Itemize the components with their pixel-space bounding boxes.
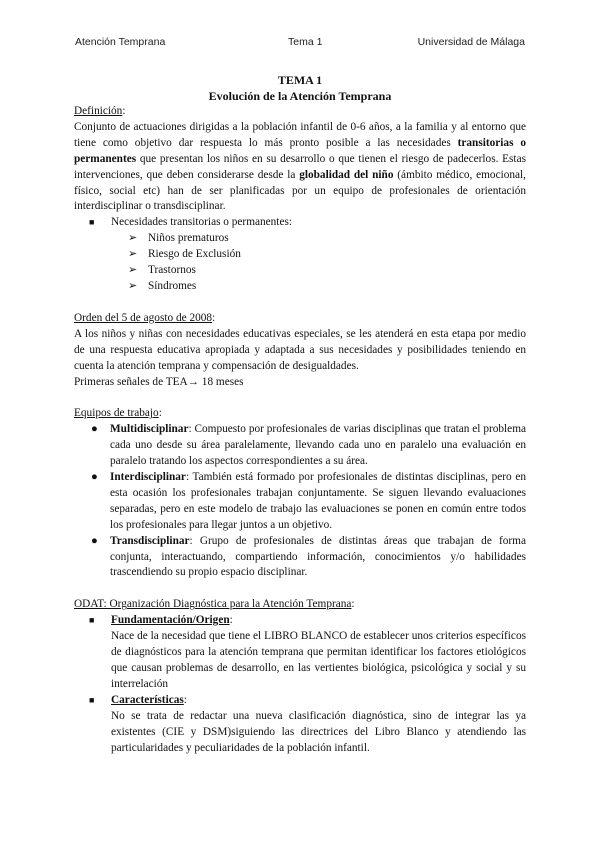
list-item: ➢ Trastornos xyxy=(74,263,526,279)
arrowhead-bullet-icon: ➢ xyxy=(128,248,138,261)
list-item: ● Multidisciplinar: Compuesto por profesionales de varias disciplinas que tratan el problema cada uno desde su área paralelamente, llevando cada uno en paralelo una evaluación en paralelo tratando los aspectos correspondientes a su área. xyxy=(91,423,526,468)
list-item: ● Interdisciplinar: También está formado por profesionales de distintas disciplinas, pero en esta ocasión los profesionales trabajan conjuntamente. Se siguen llevando evaluaciones separadas, pero en este modelo de trabajo las evaluaciones se ponen en común entre todos los profesionales para llegar juntos a un objetivo. xyxy=(91,471,526,531)
square-bullet-icon: ■ xyxy=(89,217,95,228)
odat-list xyxy=(74,613,526,756)
equipos-heading: Equipos de trabajo: xyxy=(74,407,162,420)
arrowhead-bullet-icon: ➢ xyxy=(128,264,138,277)
necesidades-list xyxy=(74,215,526,295)
header-center: Tema 1 xyxy=(288,36,323,48)
orden-heading: Orden del 5 de agosto de 2008: xyxy=(74,311,216,324)
equipos-list xyxy=(74,422,526,581)
document-body xyxy=(74,72,526,756)
list-item: ■ Características: No se trata de redactar una nueva clasificación diagnóstica, sino de integrar las ya existentes (CIE y DSM)siguiendo las directrices del Libro Blanco y atendiendo las particularidades y peculiaridades de la población infantil. xyxy=(74,693,526,757)
list-item: ■ Fundamentación/Origen: Nace de la necesidad que tiene el LIBRO BLANCO de establecer unos criterios específicos de diagnósticos para la atención temprana que permitan identificar los factores etiológicos que causan problemas de desarrollo, en las vertientes biológica, psicológica y social y su interrelación xyxy=(74,613,526,693)
bullet-dot-icon: ● xyxy=(91,423,98,436)
arrowhead-bullet-icon: ➢ xyxy=(128,232,138,245)
header-right: Universidad de Málaga xyxy=(417,36,525,48)
list-item: ● Transdisciplinar: Grupo de profesionales de distintas áreas que trabajan de forma conjunta, interactuando, compartiendo información, conocimientos y/o habilidades trascendiendo su propio espacio disciplinar. xyxy=(91,534,526,579)
tea-note: Primeras señales de TEA→ 18 meses xyxy=(74,375,244,388)
odat-item-text: No se trata de redactar una nueva clasificación diagnóstica, sino de integrar las ya existentes (CIE y DSM)siguiendo las directrices del Libro Blanco y atendiendo las particularidades y peculiaridades de la población infantil. xyxy=(111,709,526,754)
list-item: ■ Necesidades transitorias o permanentes: xyxy=(74,215,526,231)
orden-paragraph: A los niños y niñas con necesidades educativas especiales, se les atenderá en esta etapa por medio de una respuesta educativa apropiada y adaptada a sus necesidades y posibilidades teniendo en cuenta la atención temprana y compensación de desigualdades. xyxy=(74,327,526,372)
page-header xyxy=(75,36,525,52)
definicion-paragraph: Conjunto de actuaciones dirigidas a la población infantil de 0-6 años, a la familia y al entorno que tiene como objetivo dar respuesta lo más pronto posible a las necesidades transitorias o permanentes que presentan los niños en su desarrollo o que tienen el riesgo de padecerlos. Estas intervenciones, que deben considerarse desde la globalidad del niño (ámbito médico, emocional, físico, social etc) han de ser planificadas por un equipo de profesionales de orientación interdisciplinar o transdisciplinar. xyxy=(74,120,527,213)
bullet-dot-icon: ● xyxy=(91,471,98,484)
list-item: ➢ Riesgo de Exclusión xyxy=(74,247,526,263)
square-bullet-icon: ■ xyxy=(89,615,95,626)
header-left: Atención Temprana xyxy=(75,36,166,48)
odat-heading: ODAT: Organización Diagnóstica para la Atención Temprana: xyxy=(74,598,355,611)
definicion-heading: Definición: xyxy=(74,105,126,117)
doc-title: TEMA 1 xyxy=(277,73,323,87)
list-item: ➢ Niños prematuros xyxy=(74,231,526,247)
square-bullet-icon: ■ xyxy=(89,694,95,705)
doc-subtitle: Evolución de la Atención Temprana xyxy=(208,89,392,103)
arrowhead-bullet-icon: ➢ xyxy=(128,279,138,292)
odat-item-text: Nace de la necesidad que tiene el LIBRO BLANCO de establecer unos criterios específicos de diagnósticos para la atención temprana que permitan identificar los factores etiológicos que causan problemas de desarrollo, en las vertientes biológica, psicológica y social y su interrelación xyxy=(111,630,526,690)
list-item: ➢ Síndromes xyxy=(74,279,526,295)
bullet-dot-icon: ● xyxy=(91,534,98,547)
